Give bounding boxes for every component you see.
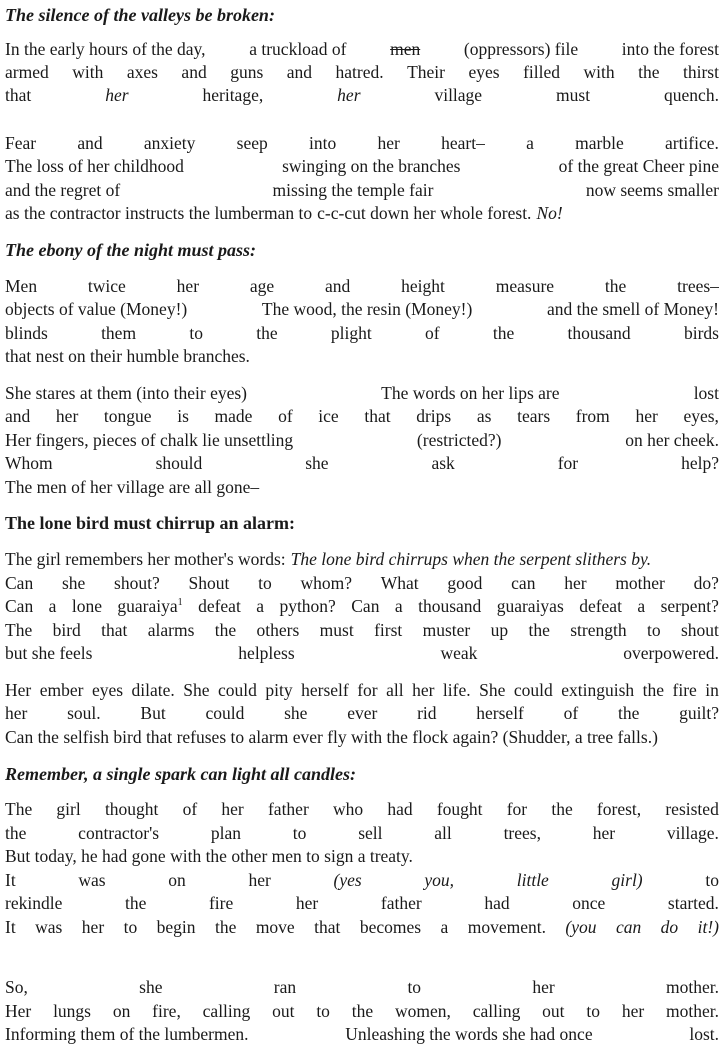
stanza-heading: The silence of the valleys be broken: <box>5 5 275 25</box>
line-segment: (oppressors) file <box>463 39 579 59</box>
line-segment: seep <box>236 133 268 153</box>
line-segment: mother. <box>666 977 719 997</box>
line-segment: was <box>78 870 106 890</box>
line-segment: helpless <box>238 643 295 663</box>
line-segment: Can the selfish bird that refuses to alarm ever fly with the flock again? (Shudder, a tree falls.) <box>5 727 658 747</box>
line-segment: now seems smaller <box>585 180 719 200</box>
line-segment: and <box>286 62 313 82</box>
line-segment: who <box>332 799 364 819</box>
poem-line <box>5 202 719 225</box>
line-segment: defeat <box>579 596 622 616</box>
poem-line <box>5 869 719 892</box>
line-segment: begin <box>156 917 196 937</box>
line-segment: sell <box>358 823 383 843</box>
line-segment: men <box>390 39 421 59</box>
line-segment: Fear <box>5 133 37 153</box>
line-segment: It <box>5 917 16 937</box>
line-segment: had <box>484 893 510 913</box>
line-segment: out <box>272 1001 295 1021</box>
poem-line <box>5 298 719 321</box>
line-segment: the <box>5 823 27 843</box>
line-segment: that <box>101 620 128 640</box>
line-segment: anxiety <box>143 133 196 153</box>
line-segment: could <box>205 703 245 723</box>
line-segment: first <box>374 620 403 640</box>
line-segment: ran <box>273 977 297 997</box>
line-segment: the <box>256 323 278 343</box>
line-segment: thirst <box>682 62 719 82</box>
line-segment: her <box>337 85 361 105</box>
line-segment: calling <box>202 1001 251 1021</box>
line-segment: into <box>309 133 337 153</box>
line-segment: The <box>5 799 33 819</box>
line-segment: had <box>387 799 413 819</box>
line-segment: Can <box>5 596 34 616</box>
line-segment: that <box>364 406 391 426</box>
line-segment: made <box>214 406 253 426</box>
line-segment: from <box>575 406 610 426</box>
line-segment: her <box>592 823 616 843</box>
line-segment: she <box>61 573 86 593</box>
line-segment: to <box>407 977 422 997</box>
line-segment: the <box>528 620 550 640</box>
line-segment: guaraiya$^1$ <box>117 596 183 616</box>
line-segment: filled <box>523 62 561 82</box>
line-segment: and <box>181 62 207 82</box>
line-segment: twice <box>87 276 126 296</box>
line-segment: to <box>258 573 272 593</box>
line-segment: to <box>123 917 138 937</box>
poem-line <box>5 1023 719 1046</box>
line-segment: her <box>532 977 555 997</box>
line-segment: Whom <box>5 453 53 473</box>
poem-line <box>5 405 719 428</box>
line-segment: the <box>124 893 147 913</box>
line-segment: plight <box>330 323 372 343</box>
line-segment: girl <box>56 799 81 819</box>
line-segment: forest, <box>596 799 642 819</box>
line-segment: village <box>434 85 483 105</box>
line-segment: for <box>357 680 378 700</box>
line-segment: her <box>621 1001 645 1021</box>
line-segment: she <box>284 703 308 723</box>
line-segment: armed <box>5 62 49 82</box>
line-segment: a <box>440 917 449 937</box>
line-segment: Informing them of the lumbermen. <box>5 1024 249 1044</box>
line-segment: eyes <box>91 680 124 700</box>
line-segment: The words on her lips are <box>381 383 560 403</box>
line-segment: ask <box>431 453 455 473</box>
stanza-heading: The ebony of the night must pass: <box>5 240 257 260</box>
poem-line <box>5 702 719 725</box>
poem-line <box>5 726 719 749</box>
poem-line <box>5 1000 719 1023</box>
line-segment: a truckload of <box>249 39 347 59</box>
line-segment: life. <box>442 680 471 700</box>
line-segment: all <box>434 823 452 843</box>
line-segment: to <box>316 1001 330 1021</box>
line-segment: shout <box>680 620 719 640</box>
line-segment: with <box>72 62 104 82</box>
line-segment: rid <box>417 703 437 723</box>
line-segment: but she feels <box>5 643 93 663</box>
line-segment: on <box>168 870 186 890</box>
line-segment: guilt? <box>679 703 719 723</box>
line-segment: them <box>101 323 137 343</box>
line-segment: the <box>551 799 573 819</box>
footnote-marker: 1 <box>177 597 183 608</box>
line-segment: She <box>479 680 506 700</box>
line-segment: becomes <box>359 917 422 937</box>
line-segment: lungs <box>53 1001 91 1021</box>
line-segment: Men <box>5 276 38 296</box>
line-segment: The <box>5 620 33 640</box>
line-segment: started. <box>667 893 719 913</box>
line-segment: a <box>48 596 57 616</box>
line-segment: her <box>55 406 79 426</box>
line-segment: overpowered. <box>623 643 719 663</box>
line-segment: age <box>249 276 275 296</box>
line-segment: calling <box>472 1001 521 1021</box>
line-segment: fire <box>672 680 697 700</box>
line-segment: of <box>424 323 440 343</box>
line-segment: into the forest <box>621 39 719 59</box>
line-segment: must <box>319 620 354 640</box>
poem-line <box>5 345 719 368</box>
line-segment: python? <box>279 596 336 616</box>
stanza-heading: The lone bird must chirrup an alarm: <box>5 513 296 533</box>
line-segment: height <box>401 276 445 296</box>
line-segment: her <box>377 133 400 153</box>
line-segment: weak <box>440 643 478 663</box>
line-segment: (restricted?) <box>416 430 502 450</box>
line-segment: and <box>325 276 351 296</box>
line-segment: mother <box>615 573 665 593</box>
poem-line <box>5 179 719 202</box>
poem-line <box>5 619 719 642</box>
line-segment: her <box>105 85 129 105</box>
line-segment: and <box>5 406 31 426</box>
line-segment: eyes, <box>683 406 719 426</box>
line-segment: she <box>305 453 329 473</box>
line-segment: muster <box>422 620 471 640</box>
line-segment: shout? <box>114 573 160 593</box>
line-segment: for <box>506 799 528 819</box>
line-segment: the <box>617 703 640 723</box>
line-segment: do <box>660 917 679 937</box>
line-segment: herself <box>476 703 524 723</box>
poem-line <box>5 916 719 939</box>
line-segment: trees, <box>503 823 541 843</box>
line-segment: blinds <box>5 323 48 343</box>
line-segment: eyes <box>468 62 500 82</box>
line-segment: and the smell of Money! <box>546 299 719 319</box>
line-segment: axes <box>126 62 158 82</box>
poem-line <box>5 572 719 595</box>
line-segment: She stares at them (into their eyes) <box>5 383 248 403</box>
line-segment: once <box>572 893 606 913</box>
line-segment: marble <box>575 133 624 153</box>
poem-line <box>5 275 719 298</box>
line-segment: the <box>214 917 237 937</box>
line-segment: a <box>256 596 265 616</box>
line-segment: lone <box>71 596 102 616</box>
line-segment: on <box>112 1001 131 1021</box>
line-segment: herself <box>301 680 349 700</box>
line-segment: guaraiyas <box>496 596 564 616</box>
line-segment: The wood, the resin (Money!) <box>261 299 473 319</box>
line-segment: quench. <box>664 85 719 105</box>
line-segment: In the early hours of the day, <box>5 39 206 59</box>
line-segment: must <box>556 85 591 105</box>
line-segment: guns <box>230 62 264 82</box>
line-segment: the <box>604 276 627 296</box>
line-segment: could <box>513 680 553 700</box>
line-segment: her <box>564 573 587 593</box>
line-segment: Unleashing the words she had once <box>345 1024 593 1044</box>
line-segment: thousand <box>567 323 631 343</box>
line-segment: little <box>516 870 549 890</box>
line-segment: lost <box>693 383 719 403</box>
line-segment: So, <box>5 977 28 997</box>
line-segment: the <box>638 62 660 82</box>
poem-line <box>5 642 719 665</box>
line-segment: alarms <box>147 620 195 640</box>
line-segment: Her fingers, pieces of chalk lie unsettling <box>5 430 294 450</box>
line-segment: birds <box>683 323 719 343</box>
line-segment: But <box>140 703 166 723</box>
poem-line <box>5 976 719 999</box>
poem-line <box>5 382 719 405</box>
line-segment: lost. <box>689 1024 719 1044</box>
line-segment: a <box>394 596 403 616</box>
line-segment: that <box>314 917 341 937</box>
line-segment: tears <box>517 406 551 426</box>
line-segment: The men of her village are all gone– <box>5 477 260 497</box>
line-segment: others <box>256 620 300 640</box>
line-segment: up <box>490 620 509 640</box>
line-segment: contractor's <box>78 823 160 843</box>
line-segment: fire <box>208 893 234 913</box>
line-segment: move <box>255 917 295 937</box>
line-segment: her <box>635 406 658 426</box>
line-segment: the <box>351 1001 374 1021</box>
line-segment: as the contractor instructs the lumberman to <box>5 203 313 223</box>
line-segment: to <box>646 620 661 640</box>
poem-line <box>5 61 719 84</box>
line-segment: to <box>189 323 203 343</box>
line-segment: women, <box>394 1001 451 1021</box>
line-segment: and the regret of <box>5 180 121 200</box>
line-segment: her <box>412 680 435 700</box>
line-segment: is <box>177 406 189 426</box>
line-segment: good <box>447 573 483 593</box>
line-segment: mother. <box>666 1001 719 1021</box>
line-segment: heritage, <box>202 85 264 105</box>
line-segment: extinguish <box>561 680 635 700</box>
line-segment: resisted <box>665 799 719 819</box>
line-segment: Their <box>407 62 445 82</box>
line-segment: Her <box>5 1001 32 1021</box>
line-segment: drips <box>416 406 452 426</box>
line-segment: c-c-cut down her whole forest. <box>317 203 532 223</box>
line-segment: The loss of her childhood <box>5 156 184 176</box>
line-segment: (yes <box>333 870 362 890</box>
poem-line <box>5 548 719 571</box>
stanza-heading: Remember, a single spark can light all candles: <box>5 764 357 784</box>
line-segment: tongue <box>103 406 152 426</box>
line-segment: village. <box>666 823 719 843</box>
line-segment: ever <box>347 703 378 723</box>
line-segment: her <box>176 276 200 296</box>
line-segment: artifice. <box>664 133 719 153</box>
line-segment: her <box>5 703 28 723</box>
poem-line <box>5 38 719 61</box>
line-segment: She <box>183 680 210 700</box>
line-segment: help? <box>681 453 719 473</box>
line-segment: fire, <box>152 1001 181 1021</box>
line-segment: the <box>642 680 665 700</box>
line-segment: Can <box>351 596 380 616</box>
line-segment: defeat <box>198 596 241 616</box>
line-segment: Her <box>5 680 32 700</box>
line-segment: thousand <box>418 596 482 616</box>
line-segment: to <box>292 823 307 843</box>
line-segment: all <box>386 680 404 700</box>
line-segment: on her cheek. <box>625 430 719 450</box>
line-segment: and <box>77 133 103 153</box>
poem-line <box>5 476 719 499</box>
line-segment: her <box>81 917 105 937</box>
poem-line <box>5 595 719 618</box>
line-segment: do? <box>693 573 719 593</box>
line-segment: Shout <box>188 573 230 593</box>
line-segment: It <box>5 870 16 890</box>
line-segment: objects of value (Money!) <box>5 299 188 319</box>
line-segment: What <box>380 573 419 593</box>
line-segment: plan <box>210 823 241 843</box>
line-segment: a <box>637 596 646 616</box>
line-segment: hatred. <box>335 62 384 82</box>
line-segment: trees– <box>677 276 719 296</box>
line-segment: father <box>380 893 422 913</box>
line-segment: missing the temple fair <box>272 180 434 200</box>
line-segment: swinging on the branches <box>282 156 461 176</box>
line-segment: Can <box>5 573 34 593</box>
line-segment: the <box>214 620 237 640</box>
line-segment: a <box>526 133 534 153</box>
line-segment: the <box>492 323 515 343</box>
line-segment: of <box>278 406 293 426</box>
line-segment: her <box>221 799 244 819</box>
line-segment: that <box>5 85 32 105</box>
line-segment: No! <box>536 203 563 223</box>
line-segment: it!) <box>697 917 719 937</box>
line-segment: of <box>563 703 579 723</box>
poem-line <box>5 822 719 845</box>
line-segment: The lone bird chirrups when the serpent slithers by. <box>290 549 652 569</box>
line-segment: can <box>615 917 642 937</box>
line-segment: in <box>705 680 719 700</box>
line-segment: was <box>35 917 63 937</box>
line-segment: (you <box>565 917 597 937</box>
line-segment: bird <box>52 620 81 640</box>
line-segment: of <box>182 799 198 819</box>
line-segment: serpent? <box>660 596 719 616</box>
line-segment: should <box>155 453 203 473</box>
line-segment: But today, he had gone with the other men to sign a treaty. <box>5 846 413 866</box>
line-segment: dilate. <box>131 680 175 700</box>
line-segment: ice <box>318 406 339 426</box>
line-segment: to <box>705 870 719 890</box>
poem-line <box>5 845 719 868</box>
poem-line <box>5 452 719 475</box>
line-segment: strength <box>570 620 627 640</box>
line-segment: ember <box>39 680 84 700</box>
line-segment: out <box>542 1001 565 1021</box>
line-segment: for <box>557 453 579 473</box>
line-segment: her <box>248 870 271 890</box>
line-segment: that nest on their humble branches. <box>5 346 250 366</box>
poem-line <box>5 892 719 915</box>
line-segment: whom? <box>300 573 352 593</box>
line-segment: pity <box>265 680 293 700</box>
poem-line <box>5 132 719 155</box>
line-segment: girl) <box>611 870 643 890</box>
line-segment: measure <box>495 276 555 296</box>
line-segment: of the great Cheer pine <box>558 156 719 176</box>
poem-line <box>5 322 719 345</box>
line-segment: you, <box>424 870 455 890</box>
line-segment: rekindle <box>5 893 63 913</box>
line-segment: can <box>511 573 536 593</box>
line-segment: thought <box>104 799 159 819</box>
line-segment: her <box>295 893 319 913</box>
poem-line <box>5 679 719 702</box>
poem-line <box>5 155 719 178</box>
line-segment: movement. <box>467 917 546 937</box>
line-segment: soul. <box>67 703 101 723</box>
line-segment: she <box>139 977 163 997</box>
line-segment: fought <box>436 799 483 819</box>
poem-line <box>5 84 719 107</box>
poem-line <box>5 798 719 821</box>
line-segment: to <box>586 1001 600 1021</box>
line-segment: The girl remembers her mother's words: <box>5 549 286 569</box>
line-segment: as <box>476 406 492 426</box>
line-segment: heart– <box>441 133 485 153</box>
line-segment: with <box>583 62 615 82</box>
line-segment: could <box>218 680 257 700</box>
poem-line <box>5 429 719 452</box>
line-segment: father <box>267 799 309 819</box>
